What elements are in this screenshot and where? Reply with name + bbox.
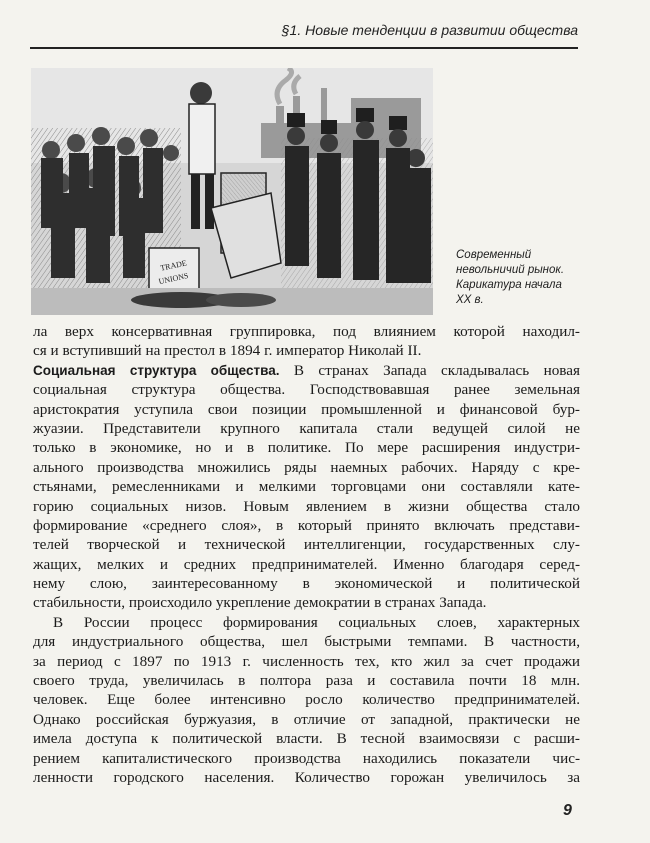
- text-line: за период с 1897 по 1913 г. численность тех, кто жил за счет продажи: [33, 652, 580, 670]
- text-line: стьянами, ремесленниками и мелкими торговцами они составляли кате-: [33, 478, 580, 496]
- sign-text-1: TRADE: [159, 258, 188, 273]
- text-line: формирование «среднего слоя», в который принято включать представи-: [33, 516, 580, 534]
- caption-line: XX в.: [456, 294, 484, 306]
- text-line: аристократия уступила свои позиции промышленной и финансовой бур-: [33, 400, 580, 418]
- text-line-with-lead: [33, 361, 580, 380]
- caption-line: Карикатура начала: [456, 279, 562, 291]
- text-line: только в экономике, но и в политике. По мере расширения индустри-: [33, 439, 580, 457]
- text-line: стабильности, происходило укрепление демократии в странах Запада.: [33, 594, 487, 612]
- text-line: жуазии. Представители крупного капитала стали ведущей силой не: [33, 419, 580, 437]
- text-line: социальная структура общества. Господствовавшая ранее земельная: [33, 381, 580, 399]
- caption-line: Современный: [456, 249, 532, 261]
- caricature-illustration: [31, 68, 433, 315]
- text-line: ся и вступивший на престол в 1894 г. император Николай II.: [33, 342, 422, 360]
- text-line: жащих, мелких и средних предпринимателей. Именно благодаря серед-: [33, 555, 580, 573]
- body-text: [33, 322, 580, 787]
- section-lead-heading: Социальная структура общества.: [33, 362, 280, 378]
- page-number: 9: [563, 802, 572, 819]
- illustration-caption: [456, 248, 586, 308]
- text-line: своего труда, увеличилась в полтора раза и составила почти 18 млн.: [33, 672, 580, 690]
- caption-line: невольничий рынок.: [456, 264, 565, 276]
- text-line: нему слою, заинтересованному в экономической и политической: [33, 575, 580, 593]
- text-line-rest: В странах Запада складывалась новая: [293, 361, 581, 379]
- text-line: ла верх консервативная группировка, под влиянием которой находил-: [33, 323, 580, 340]
- text-line: ального производства множились ряды наемных рабочих. Наряду с кре-: [33, 458, 580, 476]
- caricature-drawing: [31, 68, 433, 315]
- text-line: телей творческой и технической интеллигенции, государственных слу-: [33, 536, 580, 554]
- text-line: горию социальных низов. Новым явлением в жизни общества стало: [33, 497, 580, 515]
- sign-text-2: UNIONS: [157, 271, 190, 287]
- text-line: имела доступа к политической власти. В тесной взаимосвязи с расши-: [33, 730, 580, 748]
- running-header: §1. Новые тенденции в развитии общества: [281, 22, 578, 38]
- text-line: рением капиталистического производства находились показатели чис-: [33, 749, 580, 767]
- text-line: Однако российская буржуазия, в отличие от западной, практически не: [33, 710, 580, 728]
- text-line: человек. Еще более интенсивно росло количество предпринимателей.: [33, 691, 580, 709]
- text-line: для индустриального общества, шел быстрыми темпами. В частности,: [33, 633, 580, 651]
- text-line: ленности городского населения. Количество горожан увеличилось за: [33, 768, 580, 786]
- header-rule: [30, 47, 578, 49]
- text-line: В России процесс формирования социальных слоев, характерных: [53, 613, 580, 631]
